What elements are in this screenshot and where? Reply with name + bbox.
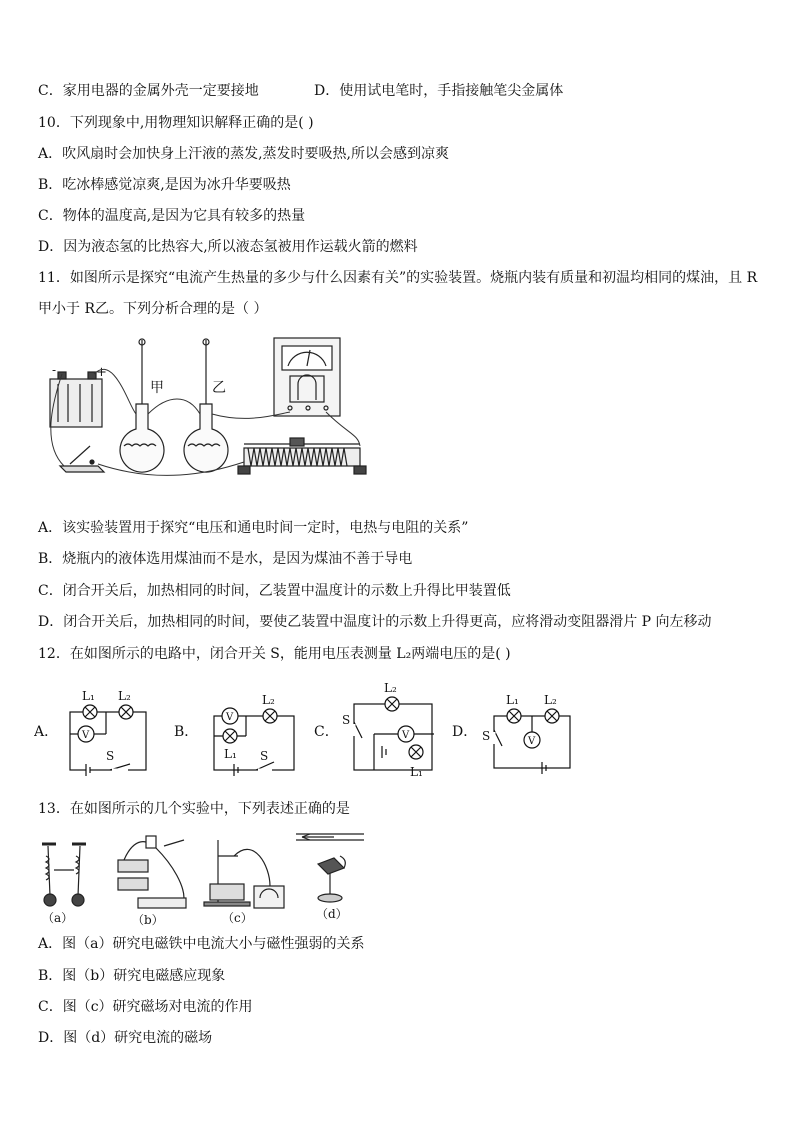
circuit-d-letter: D． bbox=[452, 724, 478, 740]
nails-electromagnet-icon bbox=[42, 844, 86, 906]
circuit-a-s: S bbox=[106, 749, 115, 763]
circuit-d-v: V bbox=[528, 736, 536, 747]
q12-circuits-figure bbox=[34, 682, 594, 782]
circuit-c bbox=[354, 697, 434, 770]
q13-option-a: A．图（a）研究电磁铁中电流大小与磁性强弱的关系 bbox=[38, 936, 365, 952]
circuit-b-letter: B． bbox=[174, 724, 199, 740]
rheostat-icon bbox=[238, 438, 366, 474]
stand-apparatus-c-icon bbox=[204, 840, 284, 908]
fig-label-a: （a） bbox=[42, 911, 74, 925]
circuit-b-v: V bbox=[226, 712, 234, 723]
circuit-a-letter: A． bbox=[34, 724, 59, 740]
flask-jia-label: 甲 bbox=[150, 380, 164, 396]
battery-icon bbox=[50, 363, 107, 427]
q11-stem-line2: 甲小于 R乙。下列分析合理的是（ ） bbox=[38, 301, 268, 317]
q11-option-a: A．该实验装置用于探究“电压和通电时间一定时，电热与电阻的关系” bbox=[38, 520, 469, 536]
q11-option-b: B．烧瓶内的液体选用煤油而不是水，是因为煤油不善于导电 bbox=[38, 551, 413, 567]
circuit-c-s: S bbox=[342, 713, 351, 727]
compass-needle-d-icon bbox=[296, 834, 364, 902]
svg-text:-: - bbox=[52, 363, 57, 377]
circuit-c-letter: C． bbox=[314, 724, 339, 740]
circuit-d-s: S bbox=[482, 729, 491, 743]
circuit-b-l1: L₁ bbox=[224, 747, 237, 761]
fig-label-d: （d） bbox=[316, 907, 348, 921]
circuit-b-l2: L₂ bbox=[262, 693, 275, 707]
fig-label-c: （c） bbox=[222, 911, 253, 925]
q13-option-c: C．图（c）研究磁场对电流的作用 bbox=[38, 999, 253, 1015]
q12-stem: 12．在如图所示的电路中，闭合开关 S，能用电压表测量 L₂两端电压的是( ) bbox=[38, 646, 511, 662]
flask-yi-label: 乙 bbox=[212, 380, 226, 396]
circuit-c-l1: L₁ bbox=[410, 765, 423, 779]
circuit-a-l1: L₁ bbox=[82, 689, 95, 703]
q13-option-d: D．图（d）研究电流的磁场 bbox=[38, 1030, 213, 1046]
q9-option-d: D．使用试电笔时，手指接触笔尖金属体 bbox=[314, 83, 564, 99]
q13-stem: 13．在如图所示的几个实验中，下列表述正确的是 bbox=[38, 801, 350, 817]
circuit-d-l2: L₂ bbox=[544, 693, 557, 707]
circuit-b-s: S bbox=[260, 749, 269, 763]
flask-yi-icon bbox=[184, 339, 228, 472]
switch-icon bbox=[60, 446, 104, 472]
q11-stem-line1: 11．如图所示是探究“电流产生热量的多少与什么因素有关”的实验装置。烧瓶内装有质量和初温均相同的煤油，且 R bbox=[38, 270, 758, 286]
q10-stem: 10．下列现象中,用物理知识解释正确的是( ) bbox=[38, 115, 314, 131]
q13-option-b: B．图（b）研究电磁感应现象 bbox=[38, 968, 226, 984]
circuit-a-l2: L₂ bbox=[118, 689, 131, 703]
q10-option-b: B．吃冰棒感觉凉爽,是因为冰升华要吸热 bbox=[38, 177, 291, 193]
meter-icon bbox=[274, 338, 340, 416]
q10-option-a: A．吹风扇时会加快身上汗液的蒸发,蒸发时要吸热,所以会感到凉爽 bbox=[38, 146, 450, 162]
circuit-c-v: V bbox=[402, 730, 410, 741]
q10-option-d: D．因为液态氢的比热容大,所以液态氢被用作运载火箭的燃料 bbox=[38, 239, 418, 255]
q10-option-c: C．物体的温度高,是因为它具有较多的热量 bbox=[38, 208, 306, 224]
magnet-apparatus-b-icon bbox=[118, 836, 186, 908]
fig-label-b: （b） bbox=[132, 913, 164, 926]
circuit-d-l1: L₁ bbox=[506, 693, 519, 707]
q11-option-d: D．闭合开关后，加热相同的时间，要使乙装置中温度计的示数上升得更高，应将滑动变阻器滑片 P 向左移动 bbox=[38, 614, 712, 630]
circuit-a-v: V bbox=[82, 730, 90, 741]
circuit-c-l2: L₂ bbox=[384, 682, 397, 695]
q13-experiments-figure bbox=[34, 826, 366, 926]
q11-option-c: C．闭合开关后，加热相同的时间，乙装置中温度计的示数上升得比甲装置低 bbox=[38, 583, 511, 599]
svg-text:+: + bbox=[96, 365, 107, 380]
q11-apparatus-figure bbox=[38, 334, 368, 494]
q9-option-c: C．家用电器的金属外壳一定要接地 bbox=[38, 83, 259, 99]
